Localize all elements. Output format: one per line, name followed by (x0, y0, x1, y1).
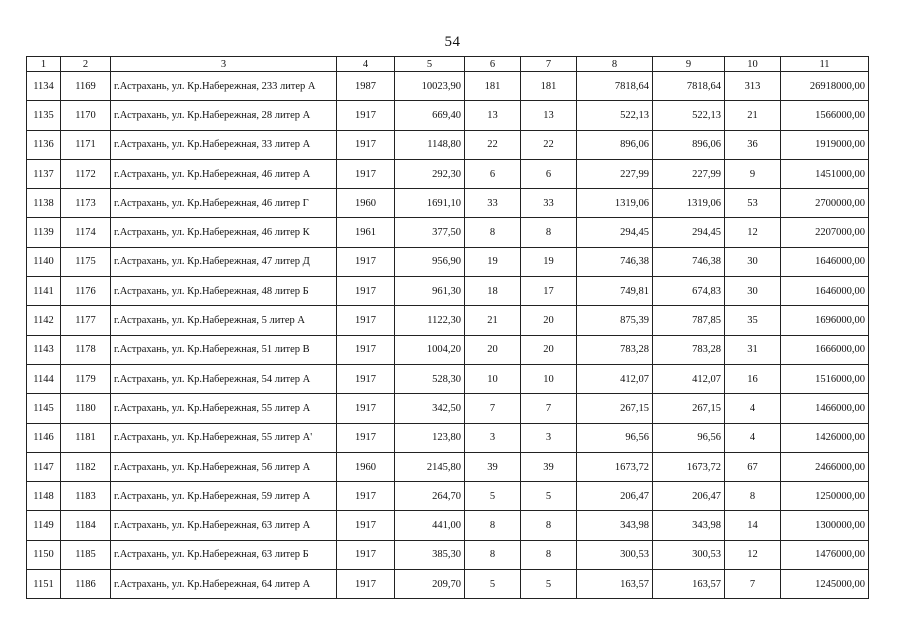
header-cell: 11 (781, 57, 869, 72)
col10-cell: 7 (725, 570, 781, 599)
id-cell: 1171 (61, 130, 111, 159)
col9-cell: 7818,64 (653, 72, 725, 101)
area-cell: 1148,80 (395, 130, 465, 159)
id-cell: 1172 (61, 159, 111, 188)
year-cell: 1917 (337, 540, 395, 569)
header-cell: 4 (337, 57, 395, 72)
address-cell: г.Астрахань, ул. Кр.Набережная, 33 литер А (111, 130, 337, 159)
address-cell: г.Астрахань, ул. Кр.Набережная, 5 литер А (111, 306, 337, 335)
table-row (27, 247, 869, 276)
address-cell: г.Астрахань, ул. Кр.Набережная, 63 литер Б (111, 540, 337, 569)
row-number-cell: 1139 (27, 218, 61, 247)
cost-cell: 1696000,00 (781, 306, 869, 335)
address-cell: г.Астрахань, ул. Кр.Набережная, 47 литер Д (111, 247, 337, 276)
col7-cell: 39 (521, 452, 577, 481)
cost-cell: 1300000,00 (781, 511, 869, 540)
area-cell: 377,50 (395, 218, 465, 247)
table-row (27, 335, 869, 364)
area-cell: 123,80 (395, 423, 465, 452)
row-number-cell: 1137 (27, 159, 61, 188)
col8-cell: 783,28 (577, 335, 653, 364)
id-cell: 1170 (61, 101, 111, 130)
col8-cell: 294,45 (577, 218, 653, 247)
col10-cell: 30 (725, 277, 781, 306)
col10-cell: 67 (725, 452, 781, 481)
col8-cell: 227,99 (577, 159, 653, 188)
col7-cell: 6 (521, 159, 577, 188)
header-cell: 9 (653, 57, 725, 72)
col10-cell: 16 (725, 364, 781, 393)
id-cell: 1185 (61, 540, 111, 569)
row-number-cell: 1134 (27, 72, 61, 101)
table-row (27, 130, 869, 159)
address-cell: г.Астрахань, ул. Кр.Набережная, 55 литер А (111, 394, 337, 423)
area-cell: 385,30 (395, 540, 465, 569)
col7-cell: 10 (521, 364, 577, 393)
col7-cell: 13 (521, 101, 577, 130)
cost-cell: 2466000,00 (781, 452, 869, 481)
row-number-cell: 1148 (27, 482, 61, 511)
col7-cell: 7 (521, 394, 577, 423)
row-number-cell: 1142 (27, 306, 61, 335)
id-cell: 1183 (61, 482, 111, 511)
col10-cell: 12 (725, 540, 781, 569)
col10-cell: 30 (725, 247, 781, 276)
col8-cell: 1319,06 (577, 189, 653, 218)
year-cell: 1917 (337, 570, 395, 599)
row-number-cell: 1143 (27, 335, 61, 364)
address-cell: г.Астрахань, ул. Кр.Набережная, 59 литер А (111, 482, 337, 511)
row-number-cell: 1135 (27, 101, 61, 130)
id-cell: 1177 (61, 306, 111, 335)
table-row (27, 218, 869, 247)
col7-cell: 5 (521, 482, 577, 511)
row-number-cell: 1147 (27, 452, 61, 481)
cost-cell: 1566000,00 (781, 101, 869, 130)
year-cell: 1917 (337, 423, 395, 452)
col8-cell: 896,06 (577, 130, 653, 159)
address-cell: г.Астрахань, ул. Кр.Набережная, 63 литер А (111, 511, 337, 540)
year-cell: 1917 (337, 277, 395, 306)
area-cell: 1691,10 (395, 189, 465, 218)
col7-cell: 3 (521, 423, 577, 452)
id-cell: 1175 (61, 247, 111, 276)
table-header (27, 57, 869, 72)
header-cell: 7 (521, 57, 577, 72)
year-cell: 1917 (337, 130, 395, 159)
header-cell: 3 (111, 57, 337, 72)
table-row (27, 482, 869, 511)
cost-cell: 1245000,00 (781, 570, 869, 599)
id-cell: 1180 (61, 394, 111, 423)
col6-cell: 3 (465, 423, 521, 452)
table-body (27, 72, 869, 599)
area-cell: 528,30 (395, 364, 465, 393)
cost-cell: 1451000,00 (781, 159, 869, 188)
col10-cell: 9 (725, 159, 781, 188)
id-cell: 1174 (61, 218, 111, 247)
col10-cell: 21 (725, 101, 781, 130)
col9-cell: 412,07 (653, 364, 725, 393)
id-cell: 1169 (61, 72, 111, 101)
col6-cell: 22 (465, 130, 521, 159)
area-cell: 961,30 (395, 277, 465, 306)
col7-cell: 181 (521, 72, 577, 101)
col7-cell: 22 (521, 130, 577, 159)
col8-cell: 206,47 (577, 482, 653, 511)
col8-cell: 1673,72 (577, 452, 653, 481)
cost-cell: 26918000,00 (781, 72, 869, 101)
col8-cell: 875,39 (577, 306, 653, 335)
table-row (27, 423, 869, 452)
year-cell: 1960 (337, 189, 395, 218)
year-cell: 1961 (337, 218, 395, 247)
cost-cell: 1516000,00 (781, 364, 869, 393)
row-number-cell: 1150 (27, 540, 61, 569)
table-row (27, 452, 869, 481)
col9-cell: 96,56 (653, 423, 725, 452)
row-number-cell: 1149 (27, 511, 61, 540)
table-row (27, 364, 869, 393)
row-number-cell: 1136 (27, 130, 61, 159)
col9-cell: 227,99 (653, 159, 725, 188)
address-cell: г.Астрахань, ул. Кр.Набережная, 56 литер А (111, 452, 337, 481)
col9-cell: 674,83 (653, 277, 725, 306)
area-cell: 1122,30 (395, 306, 465, 335)
cost-cell: 1426000,00 (781, 423, 869, 452)
col10-cell: 35 (725, 306, 781, 335)
row-number-cell: 1141 (27, 277, 61, 306)
row-number-cell: 1144 (27, 364, 61, 393)
col9-cell: 343,98 (653, 511, 725, 540)
year-cell: 1917 (337, 511, 395, 540)
cost-cell: 1466000,00 (781, 394, 869, 423)
cost-cell: 1666000,00 (781, 335, 869, 364)
table-row (27, 394, 869, 423)
table-row (27, 570, 869, 599)
col9-cell: 1319,06 (653, 189, 725, 218)
col7-cell: 8 (521, 218, 577, 247)
col8-cell: 96,56 (577, 423, 653, 452)
cost-cell: 1476000,00 (781, 540, 869, 569)
area-cell: 2145,80 (395, 452, 465, 481)
col7-cell: 5 (521, 570, 577, 599)
col10-cell: 14 (725, 511, 781, 540)
row-number-cell: 1146 (27, 423, 61, 452)
table-row (27, 159, 869, 188)
col6-cell: 8 (465, 218, 521, 247)
col6-cell: 181 (465, 72, 521, 101)
col9-cell: 294,45 (653, 218, 725, 247)
row-number-cell: 1151 (27, 570, 61, 599)
area-cell: 441,00 (395, 511, 465, 540)
col10-cell: 53 (725, 189, 781, 218)
col10-cell: 12 (725, 218, 781, 247)
id-cell: 1178 (61, 335, 111, 364)
col7-cell: 17 (521, 277, 577, 306)
id-cell: 1186 (61, 570, 111, 599)
row-number-cell: 1138 (27, 189, 61, 218)
header-cell: 6 (465, 57, 521, 72)
address-cell: г.Астрахань, ул. Кр.Набережная, 46 литер А (111, 159, 337, 188)
col6-cell: 20 (465, 335, 521, 364)
col10-cell: 313 (725, 72, 781, 101)
address-cell: г.Астрахань, ул. Кр.Набережная, 48 литер Б (111, 277, 337, 306)
year-cell: 1917 (337, 364, 395, 393)
cost-cell: 2207000,00 (781, 218, 869, 247)
col8-cell: 267,15 (577, 394, 653, 423)
col8-cell: 746,38 (577, 247, 653, 276)
year-cell: 1960 (337, 452, 395, 481)
col6-cell: 5 (465, 482, 521, 511)
col7-cell: 20 (521, 335, 577, 364)
col6-cell: 13 (465, 101, 521, 130)
col9-cell: 896,06 (653, 130, 725, 159)
col6-cell: 10 (465, 364, 521, 393)
year-cell: 1917 (337, 394, 395, 423)
col6-cell: 18 (465, 277, 521, 306)
col6-cell: 33 (465, 189, 521, 218)
year-cell: 1917 (337, 101, 395, 130)
col8-cell: 412,07 (577, 364, 653, 393)
col8-cell: 749,81 (577, 277, 653, 306)
col9-cell: 163,57 (653, 570, 725, 599)
col10-cell: 36 (725, 130, 781, 159)
cost-cell: 1250000,00 (781, 482, 869, 511)
col6-cell: 19 (465, 247, 521, 276)
year-cell: 1917 (337, 306, 395, 335)
address-cell: г.Астрахань, ул. Кр.Набережная, 64 литер А (111, 570, 337, 599)
col7-cell: 33 (521, 189, 577, 218)
col8-cell: 163,57 (577, 570, 653, 599)
col9-cell: 1673,72 (653, 452, 725, 481)
id-cell: 1181 (61, 423, 111, 452)
col10-cell: 31 (725, 335, 781, 364)
cost-cell: 1919000,00 (781, 130, 869, 159)
address-cell: г.Астрахань, ул. Кр.Набережная, 28 литер А (111, 101, 337, 130)
page-number: 54 (444, 34, 461, 50)
table-row (27, 306, 869, 335)
col8-cell: 300,53 (577, 540, 653, 569)
area-cell: 1004,20 (395, 335, 465, 364)
col9-cell: 787,85 (653, 306, 725, 335)
col6-cell: 39 (465, 452, 521, 481)
table-row (27, 72, 869, 101)
area-cell: 342,50 (395, 394, 465, 423)
col10-cell: 4 (725, 423, 781, 452)
header-cell: 2 (61, 57, 111, 72)
address-cell: г.Астрахань, ул. Кр.Набережная, 233 литер А (111, 72, 337, 101)
col6-cell: 8 (465, 540, 521, 569)
area-cell: 292,30 (395, 159, 465, 188)
area-cell: 669,40 (395, 101, 465, 130)
col7-cell: 20 (521, 306, 577, 335)
col7-cell: 19 (521, 247, 577, 276)
table-row (27, 277, 869, 306)
id-cell: 1184 (61, 511, 111, 540)
cost-cell: 2700000,00 (781, 189, 869, 218)
table-row (27, 540, 869, 569)
id-cell: 1179 (61, 364, 111, 393)
year-cell: 1917 (337, 335, 395, 364)
year-cell: 1917 (337, 247, 395, 276)
id-cell: 1182 (61, 452, 111, 481)
col9-cell: 522,13 (653, 101, 725, 130)
id-cell: 1173 (61, 189, 111, 218)
col10-cell: 8 (725, 482, 781, 511)
col9-cell: 206,47 (653, 482, 725, 511)
row-number-cell: 1140 (27, 247, 61, 276)
area-cell: 956,90 (395, 247, 465, 276)
year-cell: 1917 (337, 482, 395, 511)
col8-cell: 343,98 (577, 511, 653, 540)
year-cell: 1917 (337, 159, 395, 188)
col6-cell: 21 (465, 306, 521, 335)
header-cell: 5 (395, 57, 465, 72)
cost-cell: 1646000,00 (781, 247, 869, 276)
cost-cell: 1646000,00 (781, 277, 869, 306)
address-cell: г.Астрахань, ул. Кр.Набережная, 46 литер Г (111, 189, 337, 218)
col6-cell: 5 (465, 570, 521, 599)
col6-cell: 6 (465, 159, 521, 188)
table-row (27, 511, 869, 540)
col7-cell: 8 (521, 511, 577, 540)
address-cell: г.Астрахань, ул. Кр.Набережная, 55 литер А' (111, 423, 337, 452)
header-row (27, 57, 869, 72)
col6-cell: 7 (465, 394, 521, 423)
table-row (27, 101, 869, 130)
area-cell: 264,70 (395, 482, 465, 511)
col7-cell: 8 (521, 540, 577, 569)
year-cell: 1987 (337, 72, 395, 101)
col9-cell: 267,15 (653, 394, 725, 423)
col9-cell: 783,28 (653, 335, 725, 364)
col10-cell: 4 (725, 394, 781, 423)
registry-table (26, 56, 869, 599)
header-cell: 10 (725, 57, 781, 72)
row-number-cell: 1145 (27, 394, 61, 423)
col8-cell: 522,13 (577, 101, 653, 130)
address-cell: г.Астрахань, ул. Кр.Набережная, 54 литер А (111, 364, 337, 393)
header-cell: 1 (27, 57, 61, 72)
area-cell: 10023,90 (395, 72, 465, 101)
address-cell: г.Астрахань, ул. Кр.Набережная, 46 литер К (111, 218, 337, 247)
address-cell: г.Астрахань, ул. Кр.Набережная, 51 литер В (111, 335, 337, 364)
id-cell: 1176 (61, 277, 111, 306)
col9-cell: 746,38 (653, 247, 725, 276)
area-cell: 209,70 (395, 570, 465, 599)
col6-cell: 8 (465, 511, 521, 540)
header-cell: 8 (577, 57, 653, 72)
col8-cell: 7818,64 (577, 72, 653, 101)
col9-cell: 300,53 (653, 540, 725, 569)
table-row (27, 189, 869, 218)
